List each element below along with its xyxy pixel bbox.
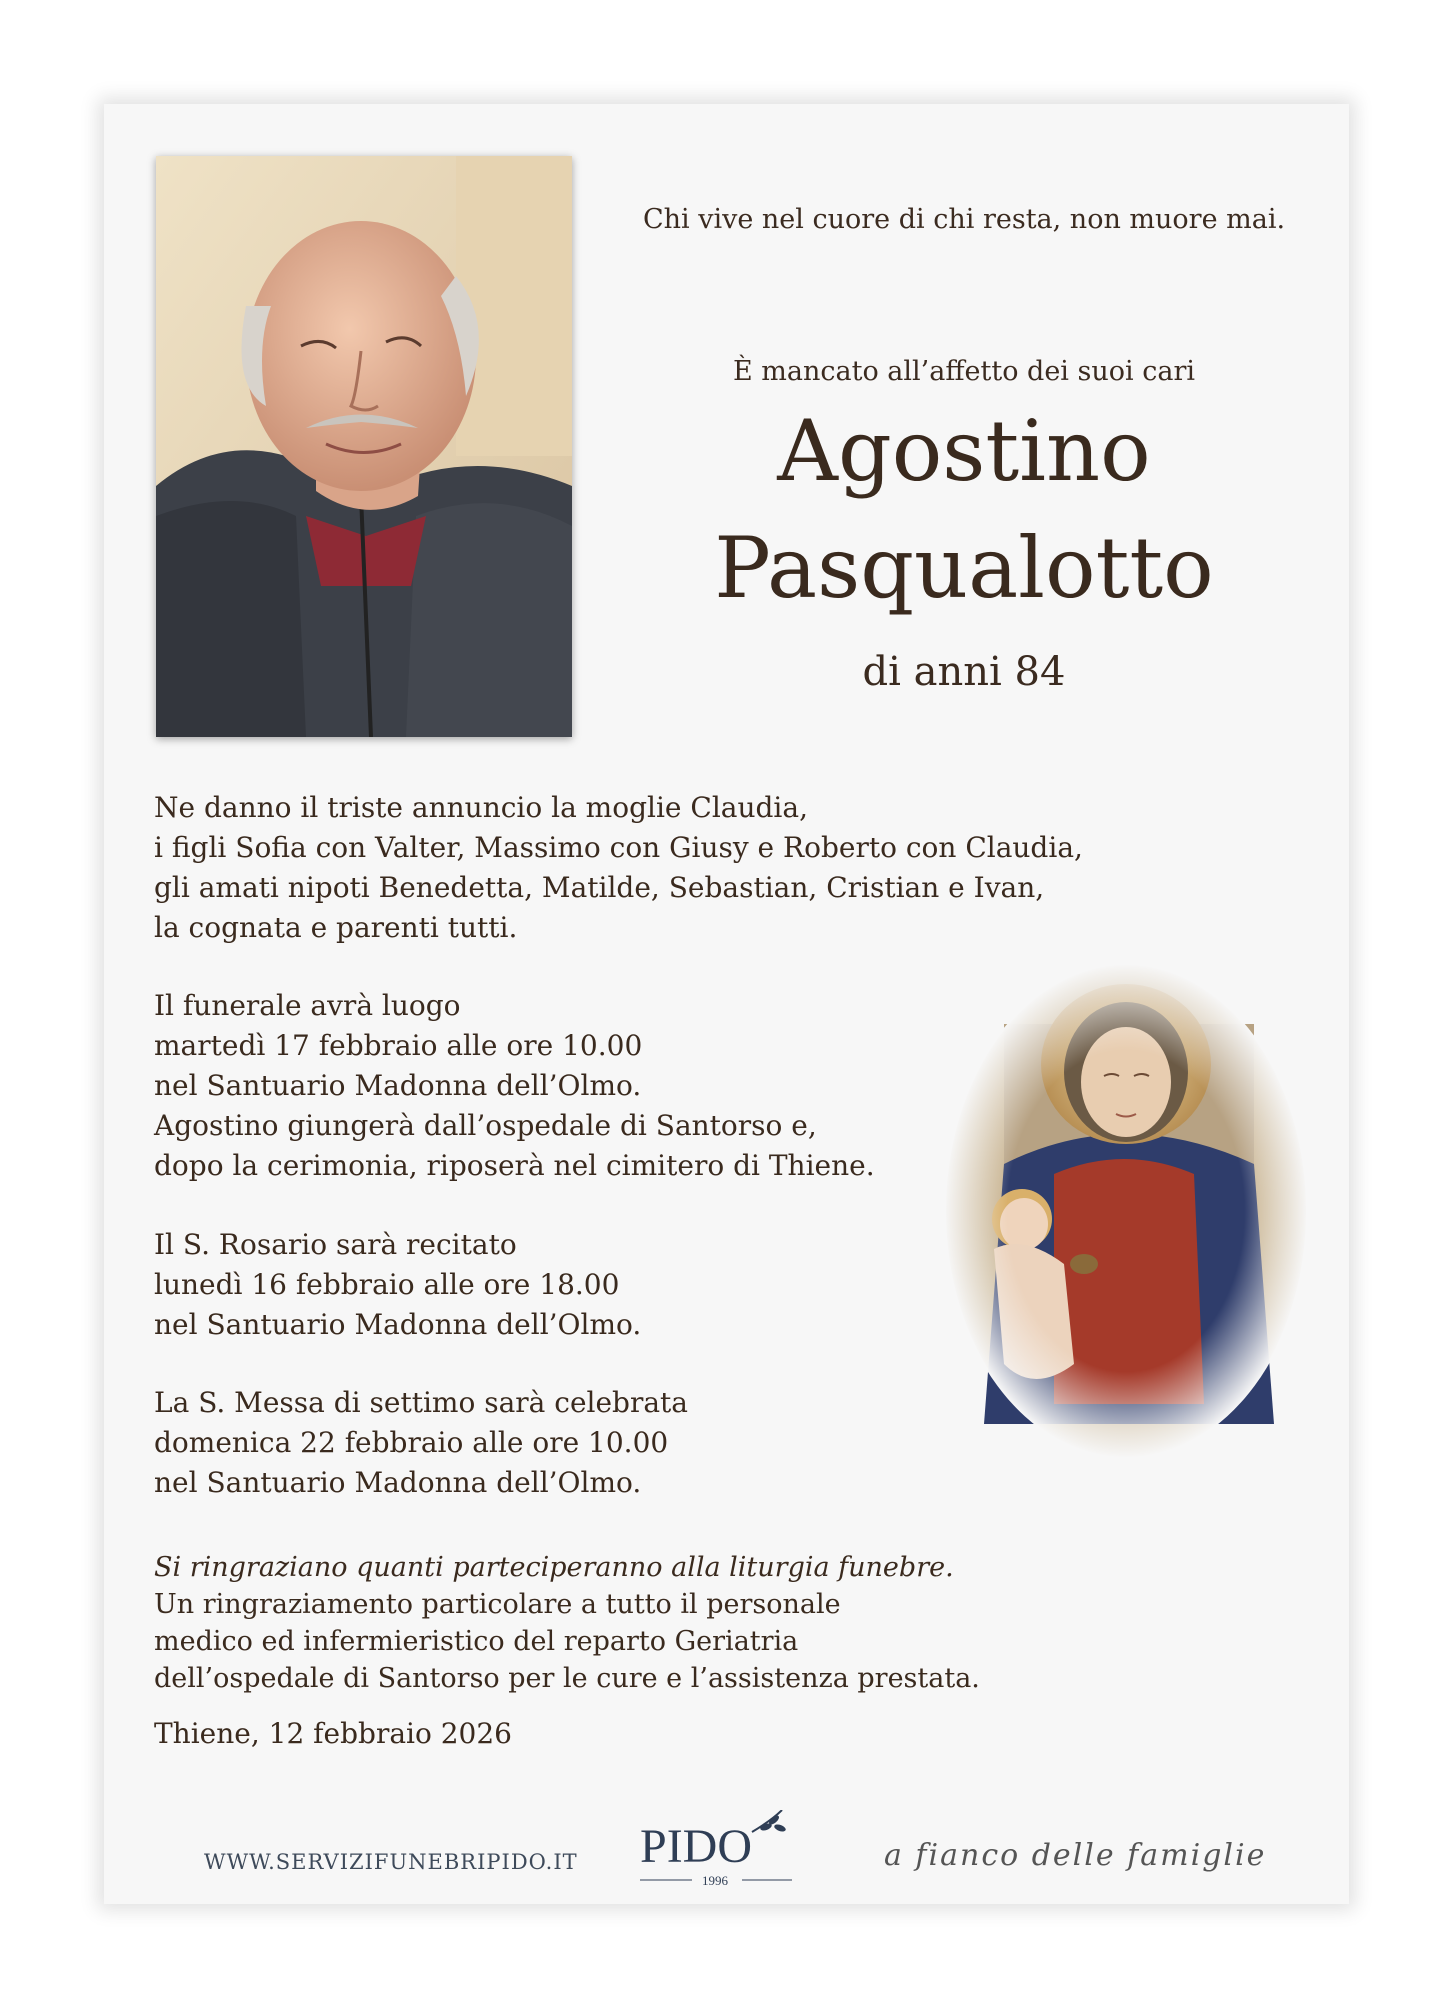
text-line: dell’ospedale di Santorso per le cure e l’assistenza prestata.: [154, 1663, 980, 1694]
madonna-illustration: [944, 964, 1309, 1459]
text-line: la cognata e parenti tutti.: [154, 911, 518, 944]
logo-year: 1996: [702, 1873, 728, 1888]
tagline: a fianco delle famiglie: [884, 1838, 1267, 1873]
text-line: medico ed infermieristico del reparto Geriatria: [154, 1626, 799, 1657]
announcement-paragraph: [154, 788, 1134, 948]
text-line: nel Santuario Madonna dell’Olmo.: [154, 1466, 642, 1499]
portrait-illustration: [156, 156, 572, 737]
deceased-age: di anni 84: [862, 649, 1066, 695]
intro-line: È mancato all’affetto dei suoi cari: [733, 356, 1195, 387]
text-line: Ne danno il triste annuncio la moglie Claudia,: [154, 791, 808, 824]
text-line: Thiene, 12 febbraio 2026: [154, 1717, 512, 1750]
deceased-last-name: Pasqualotto: [714, 519, 1214, 617]
text-line: gli amati nipoti Benedetta, Matilde, Sebastian, Cristian e Ivan,: [154, 871, 1045, 904]
text-line: i figli Sofia con Valter, Massimo con Giusy e Roberto con Claudia,: [154, 831, 1083, 864]
obituary-sheet: [104, 104, 1349, 1904]
text-line: Si ringraziano quanti parteciperanno alla liturgia funebre.: [154, 1552, 954, 1583]
website-link[interactable]: WWW.SERVIZIFUNEBRIPIDO.IT: [204, 1850, 578, 1874]
text-line: Un ringraziamento particolare a tutto il personale: [154, 1589, 841, 1620]
text-line: Il funerale avrà luogo: [154, 989, 461, 1022]
madonna-image: [944, 964, 1309, 1459]
text-line: nel Santuario Madonna dell’Olmo.: [154, 1308, 642, 1341]
deceased-first-name: Agostino: [777, 402, 1151, 500]
thanks-paragraph: [154, 1549, 1134, 1697]
text-line: Agostino giungerà dall’ospedale di Santorso e,: [154, 1109, 817, 1142]
logo-wordmark: PIDO: [640, 1820, 753, 1873]
place-date: [154, 1714, 1134, 1754]
olive-branch-icon: [632, 1810, 822, 1890]
pido-logo: [632, 1810, 822, 1890]
text-line: nel Santuario Madonna dell’Olmo.: [154, 1069, 642, 1102]
text-line: domenica 22 febbraio alle ore 10.00: [154, 1426, 669, 1459]
text-line: lunedì 16 febbraio alle ore 18.00: [154, 1268, 620, 1301]
memorial-quote: Chi vive nel cuore di chi resta, non muore mai.: [642, 204, 1286, 235]
portrait-photo: [156, 156, 572, 737]
text-line: martedì 17 febbraio alle ore 10.00: [154, 1029, 643, 1062]
text-line: La S. Messa di settimo sarà celebrata: [154, 1386, 688, 1419]
text-line: Il S. Rosario sarà recitato: [154, 1228, 517, 1261]
text-line: dopo la cerimonia, riposerà nel cimitero di Thiene.: [154, 1149, 875, 1182]
